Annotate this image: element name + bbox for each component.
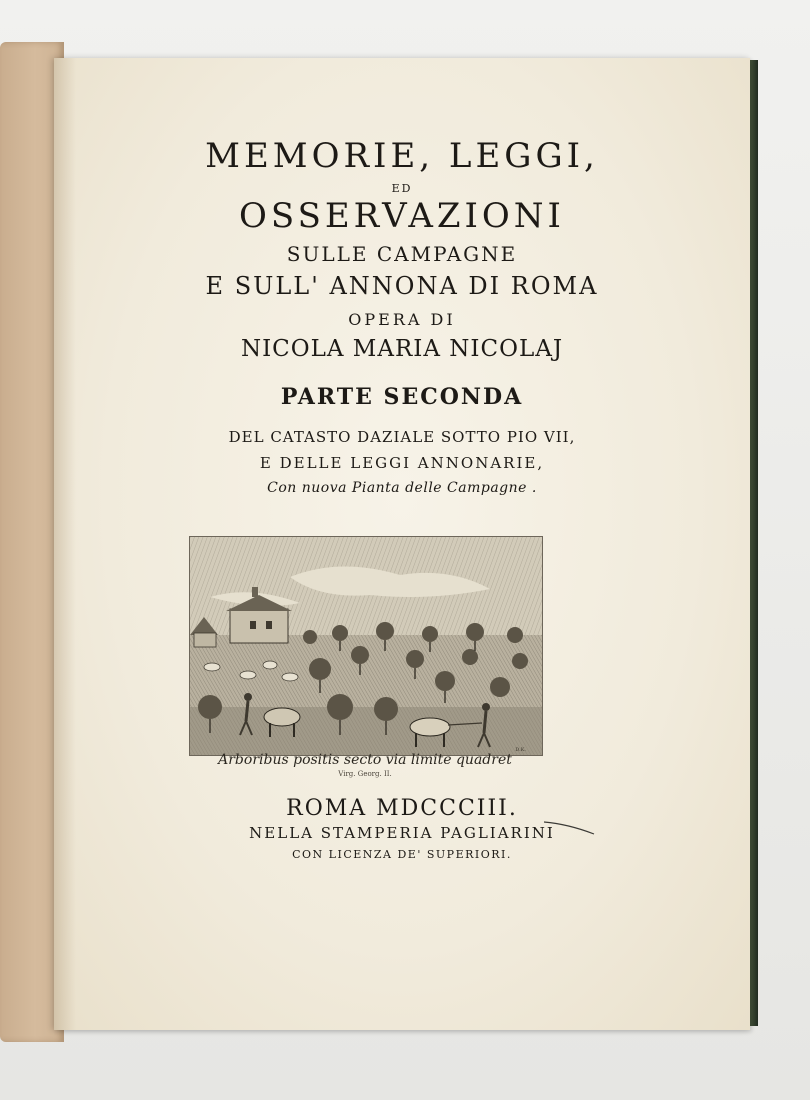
title-line-1: MEMORIE, LEGGI, — [205, 136, 599, 176]
imprint-license: CON LICENZA DE' SUPERIORI. — [292, 848, 512, 861]
part-heading: PARTE SECONDA — [280, 384, 524, 410]
engraving-caption: Arboribus positis secto via limite quadret — [218, 752, 512, 768]
title-line-2: OSSERVAZIONI — [239, 196, 565, 236]
description-line-1: DEL CATASTO DAZIALE SOTTO PIO VII, — [228, 428, 576, 446]
engraving-illustration — [190, 537, 542, 755]
imprint-place-date: ROMA MDCCCIII. — [286, 796, 518, 821]
pen-stroke-mark — [544, 818, 596, 836]
engraving-subcaption: Virg. Georg. II. — [338, 770, 392, 778]
title-line-ed: ED — [391, 182, 413, 195]
title-line-3: SULLE CAMPAGNE — [286, 242, 518, 266]
imprint-printer: NELLA STAMPERIA PAGLIARINI — [249, 824, 555, 842]
opera-di-line: OPERA DI — [348, 310, 456, 329]
description-line-3: Con nuova Pianta delle Campagne . — [267, 480, 537, 496]
engraving-vignette — [189, 536, 543, 756]
title-line-4: E SULL' ANNONA DI ROMA — [205, 272, 599, 300]
description-line-2: E DELLE LEGGI ANNONARIE, — [259, 454, 545, 472]
author-name: NICOLA MARIA NICOLAJ — [240, 336, 564, 362]
title-page — [54, 58, 750, 1030]
svg-text:D.K.: D.K. — [515, 747, 526, 753]
